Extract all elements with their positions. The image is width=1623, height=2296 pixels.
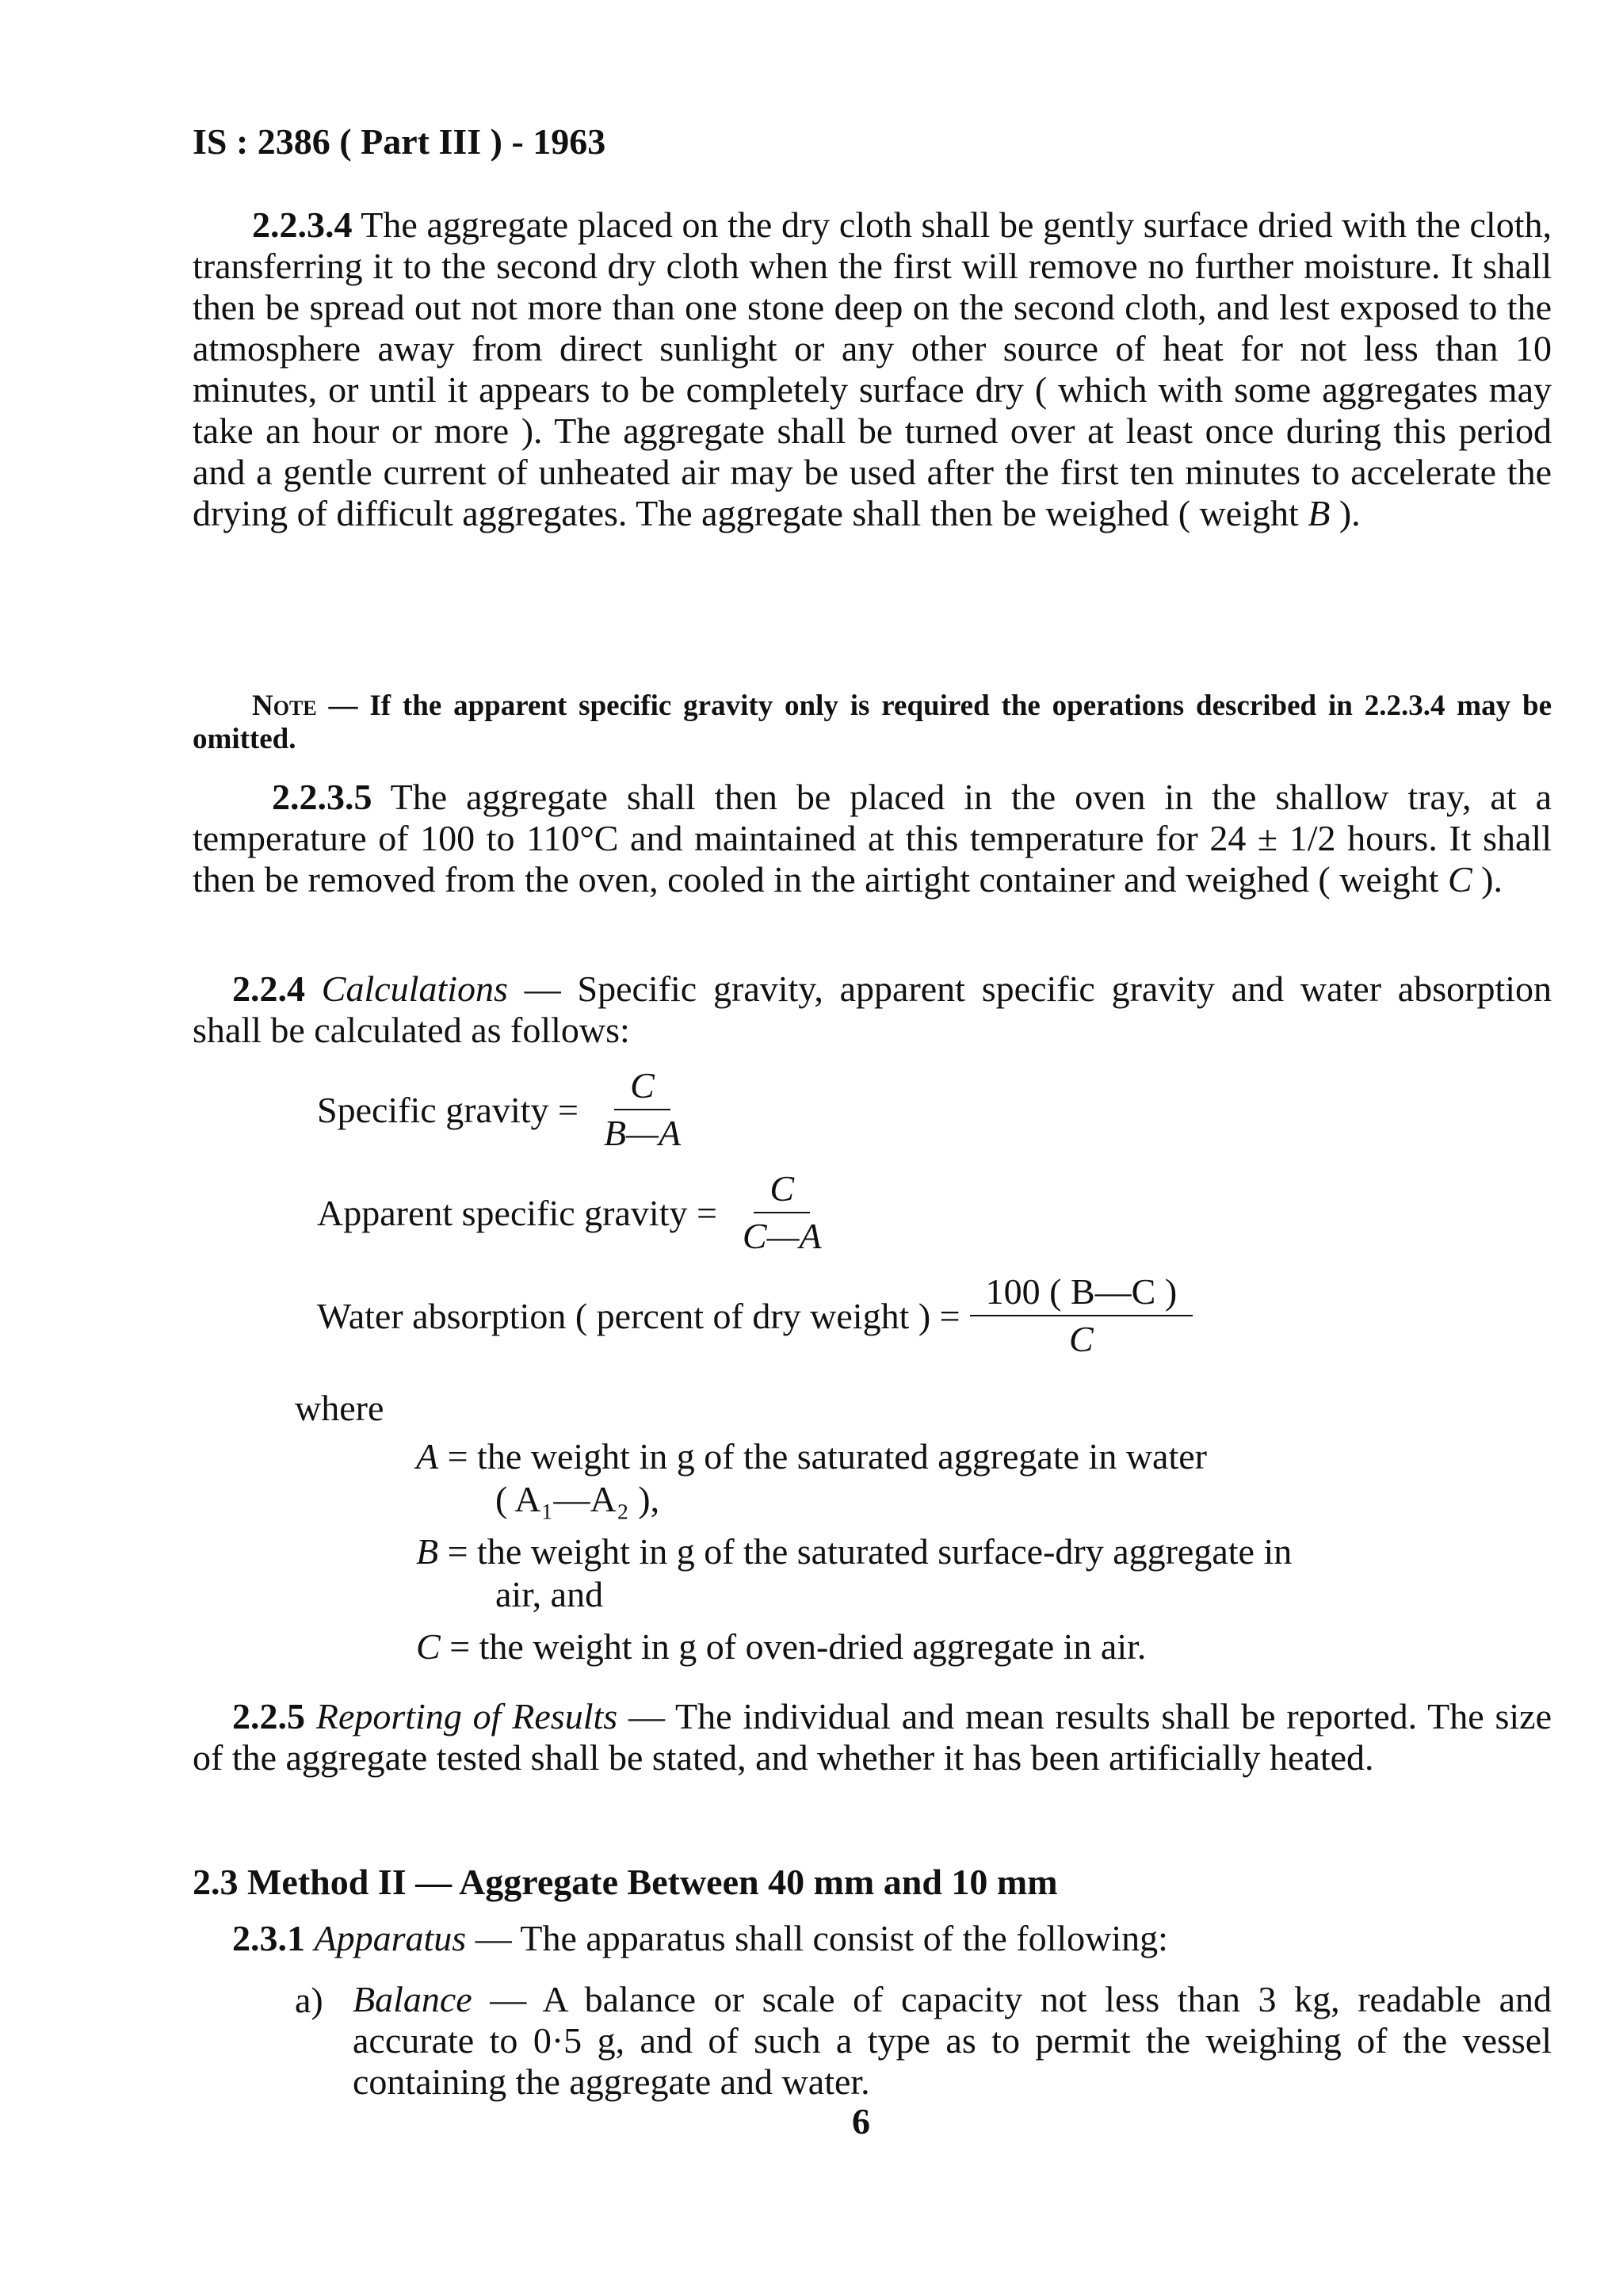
variable: C xyxy=(1447,859,1472,900)
definition-b-cont: air, and xyxy=(495,1574,604,1614)
paragraph-text: The aggregate shall then be placed in the oven in the shallow tray, at a temperature of 100 to 110°C and maintained at this temperature for 24 ± 1/2 hours. It shall then be removed from the oven, cooled in the airtight container and weighed ( weight xyxy=(193,777,1552,900)
definition-a xyxy=(416,1436,1207,1477)
page-number: 6 xyxy=(852,2101,870,2141)
fraction xyxy=(588,1066,697,1153)
note-text: — If the apparent specific gravity only is required the operations described in 2.2.3.4 may be omitted. xyxy=(193,690,1552,755)
definition-c xyxy=(416,1626,1146,1668)
paragraph-end: ). xyxy=(1330,493,1361,533)
formula-label: Specific gravity = xyxy=(317,1089,579,1130)
document-header: IS : 2386 ( Part III ) - 1963 xyxy=(193,121,606,162)
variable: C xyxy=(416,1626,441,1667)
clause-number: 2.2.3.4 xyxy=(252,204,353,245)
paragraph-2-2-5 xyxy=(193,1696,1552,1778)
definition-b xyxy=(416,1531,1292,1572)
definition-text: = the weight in g of the saturated aggregate in water xyxy=(438,1436,1207,1477)
paragraph-2-3-1 xyxy=(193,1918,1552,1959)
paragraph-2-2-4 xyxy=(193,968,1552,1051)
definition-text: = the weight in g of oven-dried aggregate in air. xyxy=(440,1626,1147,1667)
definition-text: = the weight in g of the saturated surface-dry aggregate in xyxy=(438,1531,1293,1572)
clause-number: 2.3.1 xyxy=(232,1918,305,1958)
formula-water-absorption xyxy=(317,1272,1193,1359)
numerator: C xyxy=(754,1169,810,1213)
denominator: C xyxy=(1069,1319,1094,1359)
denominator: B—A xyxy=(603,1113,682,1153)
where-label: where xyxy=(295,1388,384,1428)
note-label: Note xyxy=(252,690,317,722)
paragraph-text: — Specific gravity, apparent specific gravity and water absorption shall be calculated as follows: xyxy=(193,968,1552,1050)
paragraph-text: — The individual and mean results shall be reported. The size of the aggregate tested shall be stated, and whether it has been artificially heated. xyxy=(193,1696,1552,1778)
section-heading-2-3: 2.3 Method II — Aggregate Between 40 mm and 10 mm xyxy=(193,1862,1058,1902)
variable: B xyxy=(416,1531,439,1572)
formula-specific-gravity xyxy=(317,1066,697,1153)
numerator: C xyxy=(614,1066,670,1110)
paragraph-text: — The apparatus shall consist of the following: xyxy=(466,1918,1168,1958)
item-text: — A balance or scale of capacity not less than 3 kg, readable and accurate to 0·5 g, and of such a type as to permit the weighing of the vessel containing the aggregate and water. xyxy=(353,1979,1552,2102)
formula-label: Apparent specific gravity = xyxy=(317,1192,717,1233)
clause-number: 2.2.4 xyxy=(232,968,305,1009)
clause-number: 2.2.5 xyxy=(232,1696,305,1736)
fraction xyxy=(727,1169,838,1256)
item-title: Balance xyxy=(353,1979,472,2019)
note xyxy=(193,690,1552,756)
clause-title: Calculations xyxy=(321,968,508,1009)
denominator: C—A xyxy=(742,1216,822,1256)
variable: A xyxy=(416,1436,439,1477)
clause-title: Apparatus xyxy=(314,1918,467,1958)
paragraph-2-2-3-4 xyxy=(193,204,1552,534)
variable: B xyxy=(1308,493,1331,533)
paragraph-end: ). xyxy=(1472,859,1503,900)
clause-title: Reporting of Results xyxy=(315,1696,618,1736)
formula-label: Water absorption ( percent of dry weight ) = xyxy=(317,1295,960,1336)
definition-a-cont: ( A₁—A₂ ), xyxy=(495,1479,660,1519)
list-item-a xyxy=(353,1979,1552,2103)
list-item-label: a) xyxy=(295,1980,323,2020)
paragraph-text: The aggregate placed on the dry cloth shall be gently surface dried with the cloth, transferring it to the second dry cloth when the first will remove no further moisture. It shall then be spread out not more than one stone deep on the second cloth, and lest exposed to the atmosphere away from direct sunlight or any other source of heat for not less than 10 minutes, or until it appears to be completely surface dry ( which with some aggregates may take an hour or more ). The aggregate shall be turned over at least once during this period and a gentle current of unheated air may be used after the first ten minutes to accelerate the drying of difficult aggregates. The aggregate shall then be weighed ( weight xyxy=(193,204,1552,533)
clause-number: 2.2.3.5 xyxy=(272,777,372,817)
formula-apparent-specific-gravity xyxy=(317,1169,838,1256)
numerator: 100 ( B—C ) xyxy=(970,1272,1193,1316)
fraction xyxy=(970,1272,1193,1359)
paragraph-2-2-3-5 xyxy=(193,777,1552,900)
